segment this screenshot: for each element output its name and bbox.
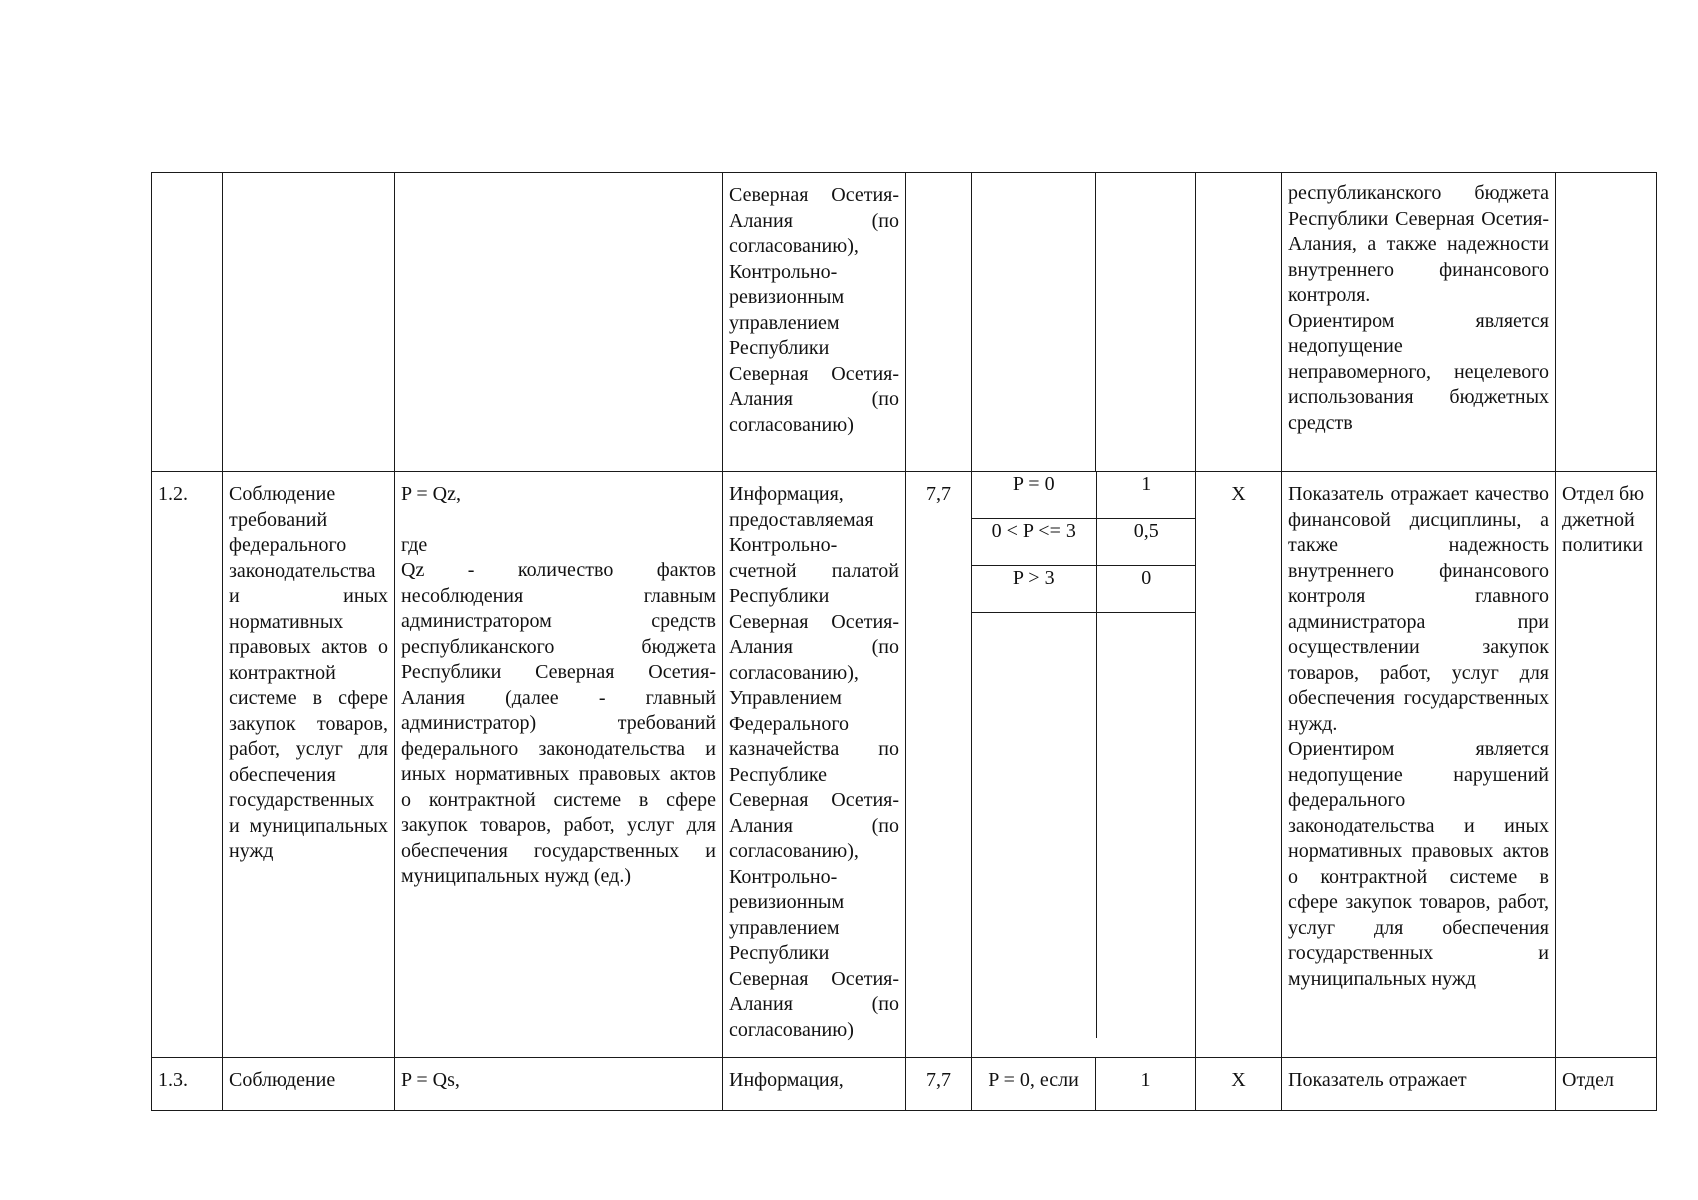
- criteria-condition: 0 < P <= 3: [972, 519, 1096, 566]
- cell-formula: [395, 173, 723, 472]
- criteria-row: [972, 519, 1196, 566]
- criteria-row: [972, 566, 1196, 613]
- cell-num: [152, 173, 223, 472]
- cell-weight: 7,7: [906, 1058, 972, 1111]
- cell-name: [223, 173, 395, 472]
- cell-source: Информация, предоставляемая Контрольно-счетной палатой Республики Северная Осетия-Алания (по согласованию), Управлением Федерального казначейства по Республике Северная Осетия-Алания (по согласованию), Контрольно-ревизионным управлением Республики Северная Осетия-Алания (по согласованию): [723, 472, 906, 1058]
- cell-score: 1: [1096, 1058, 1196, 1111]
- cell-weight: 7,7: [906, 472, 972, 1058]
- cell-x: X: [1196, 1058, 1282, 1111]
- cell-description: Показатель отражает: [1282, 1058, 1556, 1111]
- cell-description: республиканского бюджета Республики Северная Осетия-Алания, а также надежности внутреннего финансового контроля. Ориентиром является недопущение неправомерного, нецелевого использования бюджетных средств: [1282, 173, 1556, 472]
- cell-score: [1096, 173, 1196, 472]
- criteria-table: [972, 472, 1196, 1038]
- cell-responsible: [1556, 173, 1657, 472]
- cell-num: 1.3.: [152, 1058, 223, 1111]
- cell-source: Информация,: [723, 1058, 906, 1111]
- criteria-score: 0,5: [1096, 519, 1196, 566]
- cell-num: 1.2.: [152, 472, 223, 1058]
- criteria-condition: P > 3: [972, 566, 1096, 613]
- table-row: [152, 173, 1657, 472]
- cell-responsible: Отдел бюджетной политики: [1556, 472, 1657, 1058]
- cell-responsible: Отдел: [1556, 1058, 1657, 1111]
- criteria-score: 1: [1141, 473, 1152, 495]
- cell-x: X: [1196, 472, 1282, 1058]
- criteria-spacer: [972, 613, 1196, 1039]
- table-row: [152, 1058, 1657, 1111]
- criteria-row: [972, 472, 1196, 519]
- criteria-condition: P = 0: [972, 472, 1096, 519]
- cell-weight: [906, 173, 972, 472]
- cell-description: Показатель отражает качество финансовой дисциплины, а также надежность внутреннего финансового контроля главного администратора при осуществлении закупок товаров, работ, услуг для обеспечения государственных нужд. Ориентиром является недопущение нарушений федерального законодательства и иных нормативных правовых актов о контрактной системе в сфере закупок товаров, работ, услуг для обеспечения государственных и муниципальных нужд: [1282, 472, 1556, 1058]
- cell-x: [1196, 173, 1282, 472]
- cell-formula: P = Qz, где Qz - количество фактов несоблюдения главным администратором средств республиканского бюджета Республики Северная Осетия-Алания (далее - главный администратор) требований федерального законодательства и иных нормативных правовых актов о контрактной системе в сфере закупок товаров, работ, услуг для обеспечения государственных и муниципальных нужд (ед.): [395, 472, 723, 1058]
- criteria-score: 0: [1096, 566, 1196, 613]
- table-row: [152, 472, 1657, 1058]
- cell-formula: P = Qs,: [395, 1058, 723, 1111]
- cell-criteria-group: [972, 472, 1196, 1058]
- indicator-table: [151, 172, 1657, 1111]
- cell-criteria: P = 0, если: [972, 1058, 1096, 1111]
- cell-source: Северная Осетия-Алания (по согласованию), Контрольно-ревизионным управлением Республики Северная Осетия-Алания (по согласованию): [723, 173, 906, 472]
- cell-name: Соблюдение: [223, 1058, 395, 1111]
- cell-name: Соблюдение требований федерального законодательства и иных нормативных правовых актов о контрактной системе в сфере закупок товаров, работ, услуг для обеспечения государственных и муниципальных нужд: [223, 472, 395, 1058]
- cell-criteria: [972, 173, 1096, 472]
